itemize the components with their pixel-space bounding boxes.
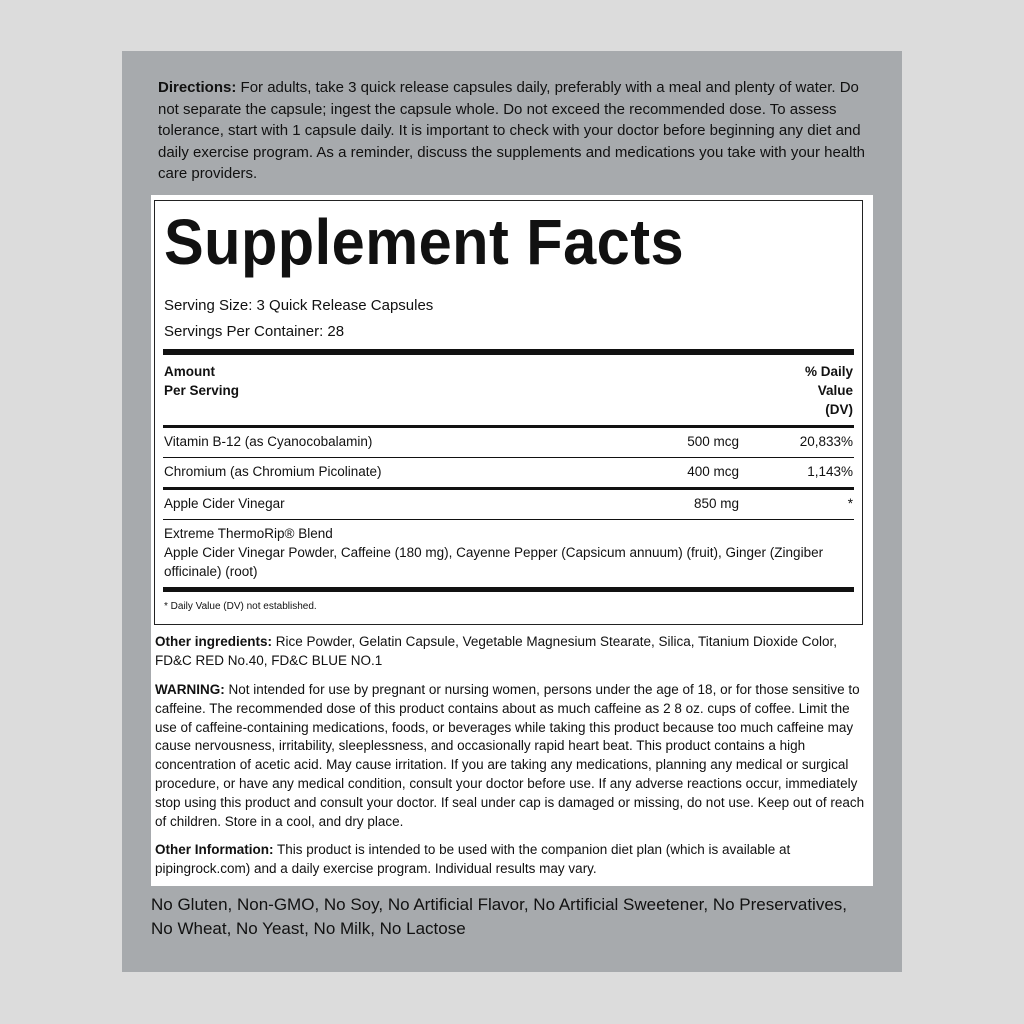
allergen-claims: No Gluten, Non-GMO, No Soy, No Artificial Flavor, No Artificial Sweetener, No Preservatives, No Wheat, No Yeast, No Milk, No Lactose (151, 895, 847, 938)
dv-footnote: * Daily Value (DV) not established. (164, 601, 317, 612)
row-divider (163, 457, 854, 458)
warning-text: Not intended for use by pregnant or nursing women, persons under the age of 18, or for those sensitive to caffeine. The recommended dose of this product contains about as much caffeine as 2 8 oz. cups of coffee. Limit the use of caffeine-containing medications, foods, or beverages while taking this product because too much caffeine may cause nervousness, irritability, sleeplessness, and occasionally rapid heart beat. This product contains a high concentration of acetic acid. May cause irritation. If you are taking any medications, planning any medical or surgical procedure, or have any medical condition, consult your doctor before use. If any adverse reactions occur, immediately stop using this product and consult your doctor. If seal under cap is damaged or missing, do not use. Keep out of reach of children. Store in a cool, and dry place. (155, 682, 865, 829)
nutrient-amount: 400 mcg (687, 464, 739, 479)
nutrient-amount: 850 mg (693, 496, 739, 511)
amount-header-line1: Amount (164, 364, 215, 379)
blend-name: Extreme ThermoRip® Blend (164, 526, 333, 541)
directions-label: Directions: (158, 79, 237, 96)
other-information-label: Other Information: (155, 842, 274, 857)
warning-label: WARNING: (155, 682, 225, 697)
header-divider (163, 425, 854, 428)
thick-divider (163, 349, 854, 355)
daily-value-header (805, 362, 853, 419)
amount-header (164, 362, 239, 400)
nutrient-daily-value: * (847, 496, 853, 511)
row-divider (163, 519, 854, 520)
label-panel (122, 51, 902, 972)
dv-header-line3: (DV) (825, 402, 853, 417)
nutrient-name: Chromium (as Chromium Picolinate) (164, 464, 382, 479)
nutrient-daily-value: 1,143% (807, 464, 853, 479)
other-ingredients-text: Rice Powder, Gelatin Capsule, Vegetable Magnesium Stearate, Silica, Titanium Dioxide Color, FD&C RED No.40, FD&C BLUE NO.1 (155, 634, 838, 668)
nutrient-name: Apple Cider Vinegar (164, 496, 285, 511)
nutrient-daily-value: 20,833% (799, 434, 853, 449)
facts-area (151, 195, 873, 886)
directions-text (158, 77, 868, 185)
other-ingredients (155, 633, 867, 671)
serving-size: Serving Size: 3 Quick Release Capsules (164, 297, 434, 314)
dv-header-line1: % Daily (804, 364, 853, 379)
warning (155, 681, 867, 831)
facts-title: Supplement Facts (164, 206, 685, 278)
dv-header-line2: Value (817, 383, 853, 398)
section-divider (163, 487, 854, 490)
supplement-facts-box (154, 200, 863, 625)
directions-body: For adults, take 3 quick release capsules daily, preferably with a meal and plenty of water. Do not separate the capsule; ingest the capsule whole. Do not exceed the recommended dose. To assess tolerance, start with 1 capsule daily. It is important to check with your doctor before beginning any diet and daily exercise program. As a reminder, discuss the supplements and medications you take with your health care providers. (158, 79, 866, 182)
blend-contents: Apple Cider Vinegar Powder, Caffeine (180 mg), Cayenne Pepper (Capsicum annuum) (fruit), Ginger (Zingiber officinale) (root) (164, 545, 824, 579)
bottom-divider (163, 587, 854, 592)
nutrient-name: Vitamin B-12 (as Cyanocobalamin) (164, 434, 373, 449)
other-information-text: This product is intended to be used with the companion diet plan (which is available at pipingrock.com) and a daily exercise program. Individual results may vary. (155, 842, 791, 876)
other-information (155, 841, 867, 879)
nutrient-amount: 500 mcg (687, 434, 739, 449)
amount-header-line2: Per Serving (164, 383, 240, 398)
servings-per-container: Servings Per Container: 28 (164, 323, 345, 340)
other-ingredients-label: Other ingredients: (155, 634, 273, 649)
